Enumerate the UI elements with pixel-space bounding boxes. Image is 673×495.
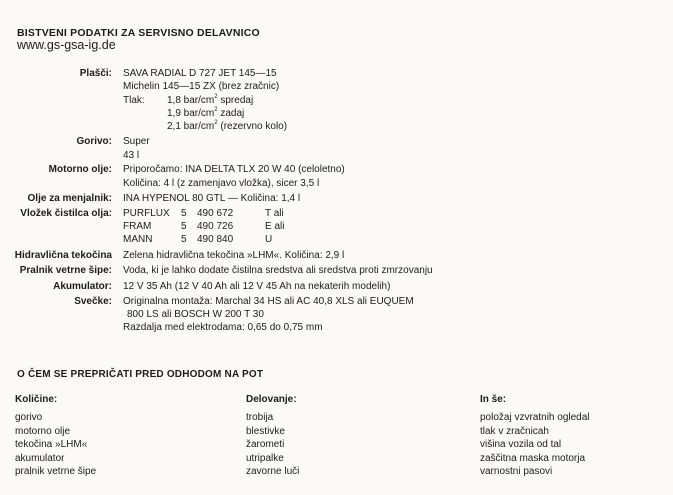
pressure-rear-value: 1,9 bar/cm: [167, 108, 215, 119]
hydraulic-line-1: Zelena hidravlična tekočina »LHM«. Količina: 2,9 l: [123, 250, 345, 261]
engine-oil-line-2: Količina: 4 l (z zamenjavo vložka), sicer 3,5 l: [123, 178, 320, 189]
oil-filter-num1: 5: [181, 221, 187, 232]
oil-filter-suffix: E ali: [265, 221, 285, 232]
list-item: žarometi: [246, 439, 285, 450]
list-item: akumulator: [15, 452, 65, 464]
list-item: gorivo: [15, 412, 43, 423]
pressure-rear-text: zadaj: [220, 108, 245, 119]
gear-oil-label: Olje za menjalnik:: [27, 193, 112, 204]
pressure-spare-text: (rezervno kolo): [220, 121, 288, 132]
fuel-line-1: Super: [123, 136, 150, 147]
pressure-rear-sup: 2: [214, 107, 218, 113]
battery-label: Akumulator:: [53, 281, 112, 292]
pressure-rear: [167, 108, 244, 119]
engine-oil-line-1: Priporočamo: INA DELTA TLX 20 W 40 (celoletno): [123, 164, 345, 175]
oil-filter-num2: 490 840: [197, 234, 234, 245]
fuel-line-2: 43 l: [123, 150, 140, 161]
oil-filter-row: [123, 221, 284, 232]
plugs-label: Svečke:: [74, 296, 112, 307]
pressure-front-sup: 2: [214, 94, 218, 100]
tires-line-2: Michelin 145—15 ZX (brez zračnic): [123, 81, 280, 92]
battery-line-1: 12 V 35 Ah (12 V 40 Ah ali 12 V 45 Ah na nekaterih modelih): [123, 281, 391, 292]
list-item: motorno olje: [15, 425, 71, 437]
checklist-column-other: [480, 394, 590, 479]
page-title: BISTVENI PODATKI ZA SERVISNO DELAVNICO: [17, 27, 260, 39]
list-item: zavorne luči: [246, 466, 300, 477]
list-item: utripalke: [246, 452, 284, 464]
list-item: tlak v zračnicah: [480, 425, 549, 437]
oil-filter-row: [123, 208, 284, 219]
list-item: trobija: [246, 412, 274, 423]
list-item: pralnik vetrne šipe: [15, 466, 97, 477]
tires-pressure-label: Tlak:: [123, 95, 145, 106]
column-header: In še:: [480, 394, 507, 405]
pressure-spare-sup: 2: [214, 120, 218, 126]
pressure-front: [167, 95, 253, 106]
plugs-line-1: Originalna montaža: Marchal 34 HS ali AC 40,8 XLS ali EUQUEM: [123, 296, 414, 307]
column-header: Delovanje:: [246, 394, 297, 405]
pressure-spare-value: 2,1 bar/cm: [167, 121, 215, 132]
plugs-line-2: 800 LS ali BOSCH W 200 T 30: [127, 309, 264, 320]
oil-filter-num1: 5: [181, 234, 187, 245]
pressure-spare: [167, 121, 287, 132]
oil-filter-num1: 5: [181, 208, 187, 219]
fuel-label: Gorivo:: [76, 136, 112, 147]
hydraulic-label: Hidravlična tekočina: [14, 250, 112, 261]
list-item: položaj vzvratnih ogledal: [480, 412, 590, 423]
checklist-title: O ČEM SE PREPRIČATI PRED ODHODOM NA POT: [17, 369, 264, 380]
oil-filter-label: Vložek čistilca olja:: [20, 208, 112, 219]
oil-filter-suffix: U: [265, 234, 273, 245]
website-url: www.gs-gsa-ig.de: [17, 38, 116, 52]
oil-filter-num2: 490 672: [197, 208, 234, 219]
pressure-front-value: 1,8 bar/cm: [167, 95, 215, 106]
list-item: blestivke: [246, 425, 285, 437]
tires-line-1: SAVA RADIAL D 727 JET 145—15: [123, 68, 277, 79]
list-item: zaščitna maska motorja: [480, 452, 586, 464]
plugs-line-3: Razdalja med elektrodama: 0,65 do 0,75 mm: [123, 322, 323, 333]
list-item: tekočina »LHM«: [15, 439, 88, 450]
checklist-column-quantities: [15, 394, 96, 479]
engine-oil-label: Motorno olje:: [48, 164, 112, 175]
oil-filter-brand: FRAM: [123, 221, 152, 232]
washer-label: Pralnik vetrne šipe:: [19, 265, 112, 276]
oil-filter-suffix: T ali: [265, 208, 284, 219]
pressure-front-text: spredaj: [220, 95, 254, 106]
washer-line-1: Voda, ki je lahko dodate čistilna sredstva ali sredstva proti zmrzovanju: [123, 265, 433, 276]
column-header: Količine:: [15, 394, 58, 405]
list-item: višina vozila od tal: [480, 439, 562, 450]
checklist-column-operation: [246, 394, 299, 479]
list-item: varnostni pasovi: [480, 466, 553, 477]
oil-filter-brand: MANN: [123, 234, 153, 245]
oil-filter-brand: PURFLUX: [123, 208, 170, 219]
gear-oil-line-1: INA HYPENOL 80 GTL — Količina: 1,4 l: [123, 193, 301, 204]
tires-label: Plašči:: [79, 68, 112, 79]
oil-filter-num2: 490 726: [197, 221, 234, 232]
oil-filter-row: [123, 234, 272, 245]
